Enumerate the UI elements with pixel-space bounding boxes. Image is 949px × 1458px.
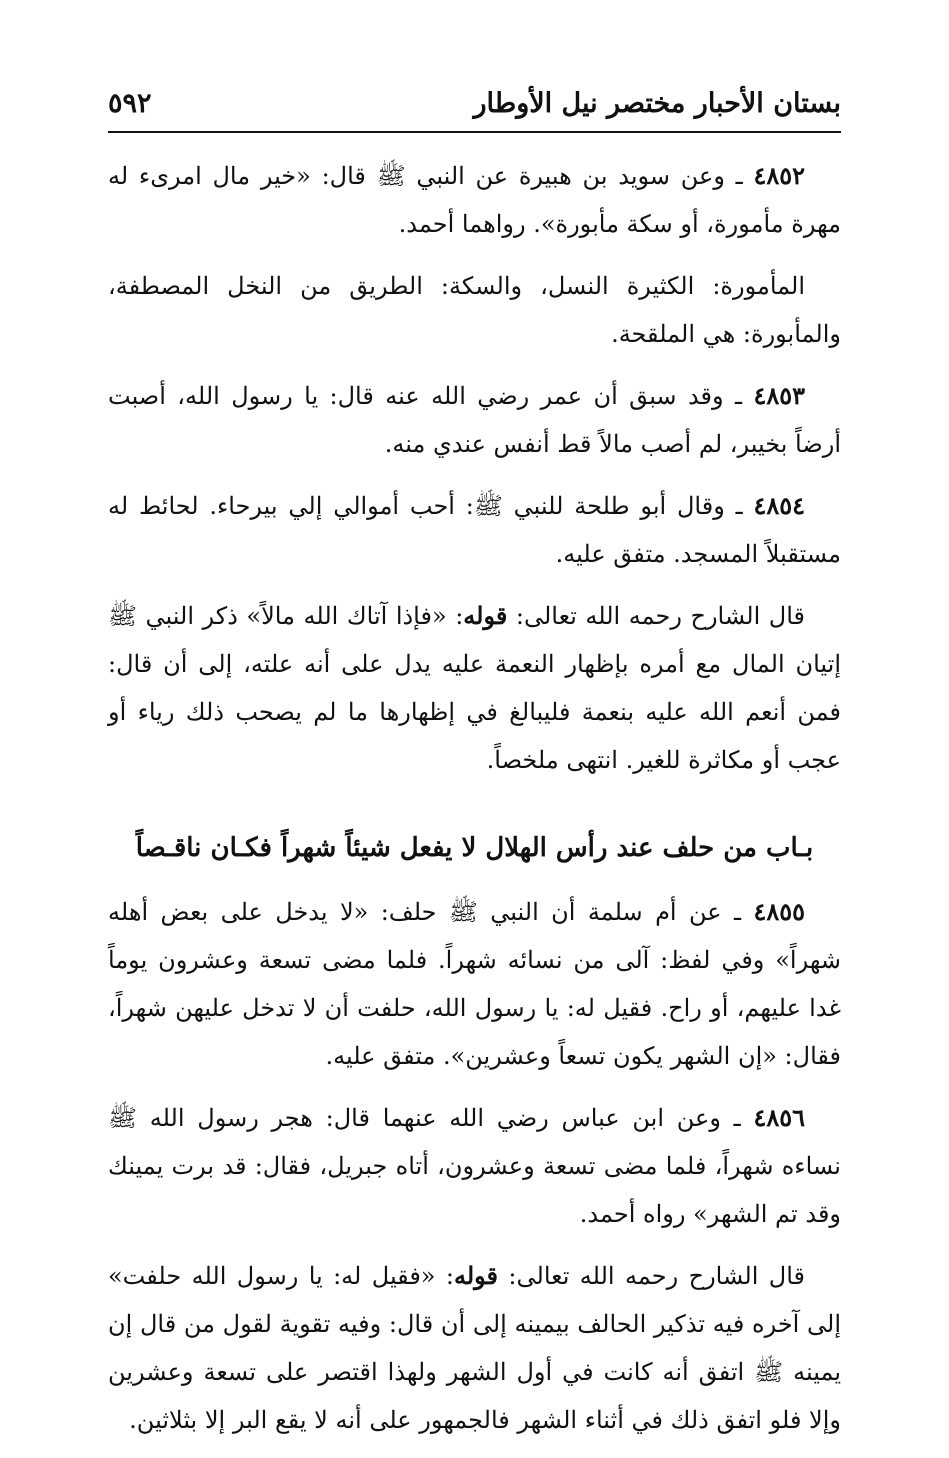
book-title: بستان الأحبار مختصر نيل الأوطار [473,87,841,119]
hadith-text: ـ وقد سبق أن عمر رضي الله عنه قال: يا رسول الله، أصبت أرضاً بخيبر، لم أصب مالاً قط أنفس عندي منه. [108,382,841,458]
commentary-prefix: قال الشارح رحمه الله تعالى: [507,602,806,630]
commentary-text: : «فقيل له: يا رسول الله حلفت» إلى آخره فيه تذكير الحالف بيمينه إلى أن قال: وفيه تقوية لقول من قال إن يمينه ﷺ اتفق أنه كانت في أول الشهر ولهذا اقتصر على تسعة وعشرين وإلا فلو اتفق ذلك في أثناء الشهر فالجمهور على أنه لا يقع البر إلا بثلاثين. [108,1262,841,1434]
hadith-text: ـ عن أم سلمة أن النبي ﷺ حلف: «لا يدخل على بعض أهله شهراً» وفي لفظ: آلى من نسائه شهراً. فلما مضى تسعة وعشرون يوماً غدا عليهم، أو راح. فقيل له: يا رسول الله، حلفت أن لا تدخل عليهن شهراً، فقال: «إن الشهر يكون تسعاً وعشرين». متفق عليه. [108,898,841,1070]
header-rule [108,131,841,133]
hadith-4854 [108,482,841,578]
hadith-number: ٤٨٥٣ [753,381,805,410]
hadith-text: ـ وقال أبو طلحة للنبي ﷺ: أحب أموالي إلي بيرحاء. لحائط له مستقبلاً المسجد. متفق عليه. [108,492,841,568]
hadith-4852 [108,152,841,248]
hadith-4856 [108,1094,841,1238]
hadith-4855 [108,888,841,1080]
page-number: ٥٩٢ [108,87,152,119]
commentary-keyword: قوله [453,1261,499,1290]
hadith-text: ـ وعن سويد بن هبيرة عن النبي ﷺ قال: «خير مال امرىء له مهرة مأمورة، أو سكة مأبورة». رواهما أحمد. [108,162,841,238]
commentary-prefix: قال الشارح رحمه الله تعالى: [498,1262,805,1290]
commentary-text: : «فإذا آتاك الله مالاً» ذكر النبي ﷺ إتيان المال مع أمره بإظهار النعمة عليه يدل على أنه علته، إلى أن قال: فمن أنعم الله عليه بنعمة فليبالغ في إظهارها ما لم يصحب ذلك رياء أو عجب أو مكاثرة للغير. انتهى ملخصاً. [108,602,842,774]
chapter-title: بـاب من حلف عند رأس الهلال لا يفعل شيئاً شهراً فكـان ناقـصاً [135,833,814,863]
commentary-keyword: قوله [463,601,508,630]
hadith-number: ٤٨٥٢ [753,161,806,190]
hadith-number: ٤٨٥٥ [753,897,805,926]
page-header [108,80,841,126]
commentary-1 [108,592,841,784]
gloss-text: المأمورة: الكثيرة النسل، والسكة: الطريق من النخل المصطفة، والمأبورة: هي الملقحة. [108,272,841,348]
hadith-number: ٤٨٥٤ [753,491,805,520]
hadith-number: ٤٨٥٦ [753,1103,805,1132]
gloss-4852 [108,262,841,358]
hadith-text: ـ وعن ابن عباس رضي الله عنهما قال: هجر رسول الله ﷺ نساءه شهراً، فلما مضى تسعة وعشرون، أتاه جبريل، فقال: قد برت يمينك وقد تم الشهر» رواه أحمد. [108,1104,841,1228]
page-body [108,152,841,1458]
hadith-4853 [108,372,841,468]
commentary-2 [108,1252,841,1444]
